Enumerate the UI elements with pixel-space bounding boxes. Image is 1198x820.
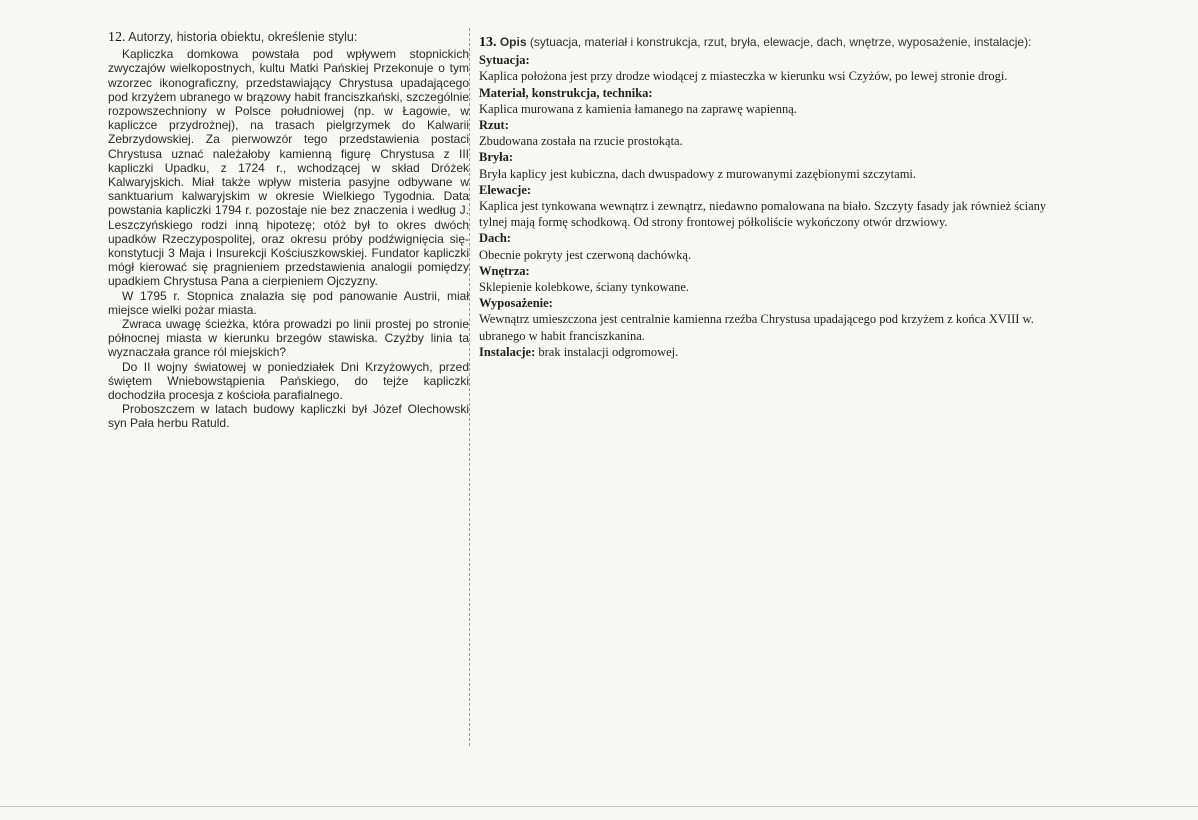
description-wyposazenie-continued: ubranego w habit franciszkanina. bbox=[479, 328, 645, 343]
subheading-elewacje: Elewacje: bbox=[479, 182, 532, 197]
subheading-dach: Dach: bbox=[479, 231, 511, 246]
subheading-rzut: Rzut: bbox=[479, 118, 509, 133]
section-13-heading-text: (sytuacja, materiał i konstrukcja, rzut, bryła, elewacje, dach, wnętrze, wyposażenie, instalacje): bbox=[529, 35, 1032, 49]
section-12-column bbox=[108, 30, 469, 431]
description-wyposazenie: Wewnątrz umieszczona jest centralnie kamienna rzeźba Chrystusa upadającego pod krzyżem z końca XVIII w. bbox=[479, 312, 1034, 327]
section-12-heading bbox=[108, 30, 469, 45]
installations-label: Instalacje: bbox=[479, 344, 536, 359]
section-13-column bbox=[479, 34, 1119, 360]
description-elewacje: Kaplica jest tynkowana wewnątrz i zewnątrz, niedawno pomalowana na biało. Szczyty fasady jak również ściany tylnej mają formę schodkową. Od strony frontowej półkoliście wykończony otwór drzwiowy. bbox=[479, 199, 1047, 230]
section-13-number: 13. bbox=[479, 35, 497, 50]
section-13-heading-bold: Opis bbox=[499, 35, 527, 49]
subheading-sytuacja: Sytuacja: bbox=[479, 53, 530, 68]
history-paragraph: W 1795 r. Stopnica znalazła się pod panowanie Austrii, miał miejsce wielki pożar miasta. bbox=[108, 288, 469, 317]
subheading-bryla: Bryła: bbox=[479, 150, 514, 165]
section-13-heading bbox=[479, 34, 1119, 51]
subheading-material: Materiał, konstrukcja, technika: bbox=[479, 85, 653, 100]
column-divider bbox=[469, 28, 470, 746]
history-paragraph: Proboszczem w latach budowy kapliczki był Józef Olechowski syn Pała herbu Ratuld. bbox=[108, 402, 469, 431]
history-paragraph: Kapliczka domkowa powstała pod wpływem stopnickich zwyczajów wielkopostnych, kultu Matki Pańskiej Przekonuje o tym wzorzec ikonograficzny, przedstawiający Chrystusa upadającego pod krzyżem ubranego w brązowy habit franciszkański, szczególnie rozpowszechniony w Polsce południowej (np. w Łagowie, w kapliczce przydrożnej), na trasach pielgrzymek do Kalwarii Zebrzydowskiej. Za pierwowzór tego przedstawienia postaci Chrystusa uznać należałoby kamienną figurę Chrystusa z III kapliczki Upadku, z 1724 r., wchodzącej w skład Dróżek Kalwaryjskich. Miał także wpływ misteria pasyjne odbywane w sanktuarium kalwaryjskim w okresie Wielkiego Tygodnia. Data powstania kapliczki 1794 r. pozostaje nie bez znaczenia i według J. Leszczyńskiego rodzi inną hipotezę; otóż był to okres dwóch upadków Rzeczypospolitej, oraz okresu próby podźwignięcia się-konstytucji 3 Maja i Insurekcji Kościuszkowskiej. Fundator kapliczki mógł kierować się pragnieniem przedstawienia analogii pomiędzy upadkiem Chrystusa Pana a cierpieniem Ojczyzny. bbox=[108, 47, 469, 289]
description-wnetrza: Sklepienie kolebkowe, ściany tynkowane. bbox=[479, 280, 690, 295]
installations-text: brak instalacji odgromowej. bbox=[538, 344, 679, 359]
description-bryla: Bryła kaplicy jest kubiczna, dach dwuspadowy z murowanymi zazębionymi szczytami. bbox=[479, 166, 917, 181]
subheading-wyposazenie: Wyposażenie: bbox=[479, 296, 553, 311]
description-dach: Obecnie pokryty jest czerwoną dachówką. bbox=[479, 247, 692, 262]
description-material: Kaplica murowana z kamienia łamanego na zaprawę wapienną. bbox=[479, 101, 797, 116]
section-12-heading-text: Autorzy, historia obiektu, określenie stylu: bbox=[128, 30, 358, 44]
subheading-wnetrza: Wnętrza: bbox=[479, 263, 530, 278]
history-paragraph: Do II wojny światowej w poniedziałek Dni Krzyżowych, przed świętem Wniebowstąpienia Pańskiego, do tejże kapliczki dochodziła procesja z kościoła parafialnego. bbox=[108, 359, 469, 403]
description-sytuacja: Kaplica położona jest przy drodze wiodącej z miasteczka w kierunku wsi Czyżów, po lewej stronie drogi. bbox=[479, 69, 1008, 84]
installations-line bbox=[479, 344, 1119, 360]
description-rzut: Zbudowana została na rzucie prostokąta. bbox=[479, 134, 683, 149]
scan-bottom-edge bbox=[0, 806, 1198, 807]
section-12-number: 12. bbox=[108, 30, 126, 45]
history-paragraph: Zwraca uwagę ścieżka, która prowadzi po linii prostej po stronie północnej miasta w kierunku brzegów stawiska. Czyżby linia ta wyznaczała grance ról miejskich? bbox=[108, 317, 469, 360]
